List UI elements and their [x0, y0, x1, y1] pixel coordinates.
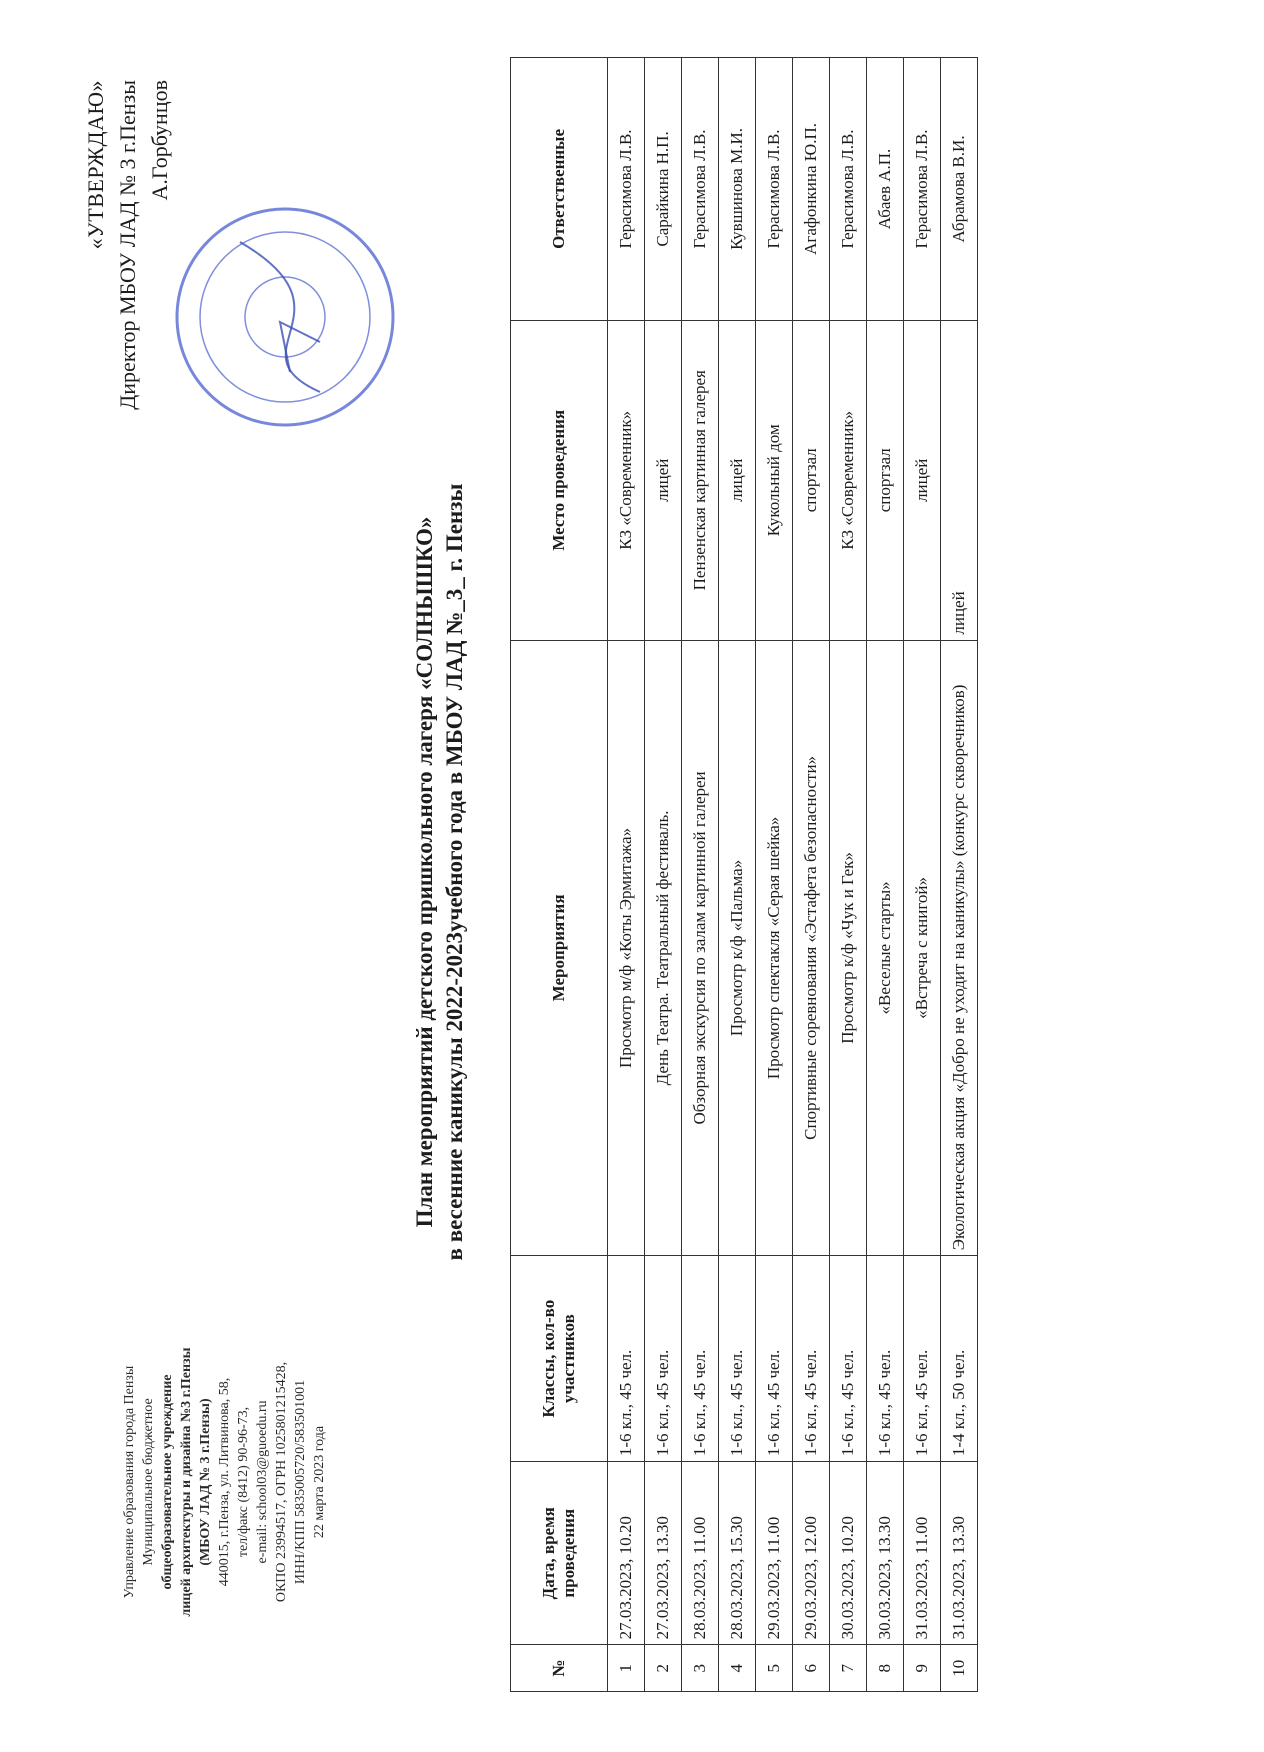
cell-num: 3	[682, 1645, 719, 1692]
org-line: тел/факс (8412) 90-96-73,	[236, 1406, 251, 1558]
table-row	[904, 58, 941, 1692]
cell-place: лицей	[645, 320, 682, 640]
cell-event: Экологическая акция «Добро не уходит на каникулы» (конкурс скворечников)	[941, 640, 978, 1256]
cell-event: Просмотр м/ф «Коты Эрмитажа»	[608, 640, 645, 1256]
cell-classes: 1-6 кл., 45 чел.	[719, 1256, 756, 1462]
cell-classes: 1-6 кл., 45 чел.	[904, 1256, 941, 1462]
cell-event: День Театра. Театральный фестиваль.	[645, 640, 682, 1256]
cell-responsible: Кувшинова М.И.	[719, 58, 756, 321]
cell-place: лицей	[904, 320, 941, 640]
cell-date: 28.03.2023, 11.00	[682, 1462, 719, 1645]
cell-date: 29.03.2023, 11.00	[756, 1462, 793, 1645]
cell-event: «Веселые старты»	[867, 640, 904, 1256]
cell-classes: 1-6 кл., 45 чел.	[608, 1256, 645, 1462]
cell-date: 28.03.2023, 15.30	[719, 1462, 756, 1645]
cell-place: Пензенская картинная галерея	[682, 320, 719, 640]
approval-director: Директор МБОУ ЛАД № 3 г.Пензы	[115, 80, 140, 410]
cell-date: 29.03.2023, 12.00	[793, 1462, 830, 1645]
table-row	[830, 58, 867, 1692]
cell-classes: 1-6 кл., 45 чел.	[830, 1256, 867, 1462]
cell-responsible: Абрамова В.И.	[941, 58, 978, 321]
header-classes: Классы, кол-во участников	[511, 1256, 608, 1462]
header-responsible: Ответственные	[511, 58, 608, 321]
cell-classes: 1-6 кл., 45 чел.	[793, 1256, 830, 1462]
cell-classes: 1-4 кл., 50 чел.	[941, 1256, 978, 1462]
cell-date: 31.03.2023, 11.00	[904, 1462, 941, 1645]
cell-responsible: Агафонкина Ю.П.	[793, 58, 830, 321]
cell-num: 2	[645, 1645, 682, 1692]
org-line: (МБОУ ЛАД № 3 г.Пензы)	[198, 1398, 213, 1566]
table-row	[645, 58, 682, 1692]
cell-date: 30.03.2023, 10.20	[830, 1462, 867, 1645]
cell-date: 27.03.2023, 10.20	[608, 1462, 645, 1645]
cell-num: 8	[867, 1645, 904, 1692]
cell-event: Обзорная экскурсия по залам картинной галереи	[682, 640, 719, 1256]
cell-event: «Встреча с книгой»	[904, 640, 941, 1256]
header-place: Место проведения	[511, 320, 608, 640]
table-row	[941, 58, 978, 1692]
org-line: общеобразовательное учреждение	[160, 1374, 175, 1590]
table-row	[682, 58, 719, 1692]
table-row	[608, 58, 645, 1692]
cell-date: 31.03.2023, 13.30	[941, 1462, 978, 1645]
cell-num: 5	[756, 1645, 793, 1692]
cell-place: лицей	[719, 320, 756, 640]
approval-block	[80, 80, 176, 680]
cell-num: 9	[904, 1645, 941, 1692]
header-date: Дата, время проведения	[511, 1462, 608, 1645]
cell-num: 1	[608, 1645, 645, 1692]
cell-event: Просмотр к/ф «Пальма»	[719, 640, 756, 1256]
cell-event: Спортивные соревнования «Эстафета безопасности»	[793, 640, 830, 1256]
cell-num: 10	[941, 1645, 978, 1692]
cell-date: 27.03.2023, 13.30	[645, 1462, 682, 1645]
org-line: e-mail: school03@guoedu.ru	[255, 1400, 270, 1564]
cell-responsible: Сарайкина Н.П.	[645, 58, 682, 321]
cell-responsible: Герасимова Л.В.	[608, 58, 645, 321]
cell-num: 4	[719, 1645, 756, 1692]
title-line-2: в весенние каникулы 2022-2023учебного года в МБОУ ЛАД №_3_ г. Пензы	[442, 483, 467, 1261]
table-row	[719, 58, 756, 1692]
title-line-1: План мероприятий детского пришкольного лагеря «СОЛНЫШКО»	[412, 516, 437, 1228]
org-line: лицей архитектуры и дизайна №3 г.Пензы	[179, 1347, 194, 1617]
table-header-row	[511, 58, 608, 1692]
cell-event: Просмотр спектакля «Серая шейка»	[756, 640, 793, 1256]
official-stamp	[170, 202, 400, 432]
org-line: 440015, г.Пенза, ул. Литвинова, 58,	[217, 1377, 232, 1587]
cell-place: лицей	[941, 320, 978, 640]
cell-responsible: Герасимова Л.В.	[682, 58, 719, 321]
cell-classes: 1-6 кл., 45 чел.	[645, 1256, 682, 1462]
cell-event: Просмотр к/ф «Чук и Гек»	[830, 640, 867, 1256]
table-row	[756, 58, 793, 1692]
cell-classes: 1-6 кл., 45 чел.	[867, 1256, 904, 1462]
approval-signature: А.Горбунцов	[147, 80, 172, 201]
cell-num: 6	[793, 1645, 830, 1692]
cell-responsible: Герасимова Л.В.	[756, 58, 793, 321]
table-row	[867, 58, 904, 1692]
document-title	[410, 332, 470, 1412]
cell-place: КЗ «Современник»	[608, 320, 645, 640]
org-line: Муниципальное бюджетное	[141, 1398, 156, 1566]
cell-classes: 1-6 кл., 45 чел.	[756, 1256, 793, 1462]
header-event: Мероприятия	[511, 640, 608, 1256]
organization-header	[120, 1292, 329, 1672]
cell-place: КЗ «Современник»	[830, 320, 867, 640]
cell-place: спортзал	[867, 320, 904, 640]
table-row	[793, 58, 830, 1692]
cell-place: спортзал	[793, 320, 830, 640]
cell-responsible: Абаев А.П.	[867, 58, 904, 321]
org-line: ИНН/КПП 5835005720/583501001	[293, 1379, 308, 1585]
approval-title: «УТВЕРЖДАЮ»	[83, 80, 108, 250]
events-table	[510, 57, 978, 1692]
org-line: Управление образования города Пензы	[122, 1365, 137, 1599]
cell-num: 7	[830, 1645, 867, 1692]
org-date: 22 марта 2023 года	[312, 1425, 327, 1539]
cell-date: 30.03.2023, 13.30	[867, 1462, 904, 1645]
header-num: №	[511, 1645, 608, 1692]
cell-classes: 1-6 кл., 45 чел.	[682, 1256, 719, 1462]
cell-responsible: Герасимова Л.В.	[830, 58, 867, 321]
cell-responsible: Герасимова Л.В.	[904, 58, 941, 321]
cell-place: Кукольный дом	[756, 320, 793, 640]
org-line: ОКПО 23994517, ОГРН 1025801215428,	[274, 1361, 289, 1603]
